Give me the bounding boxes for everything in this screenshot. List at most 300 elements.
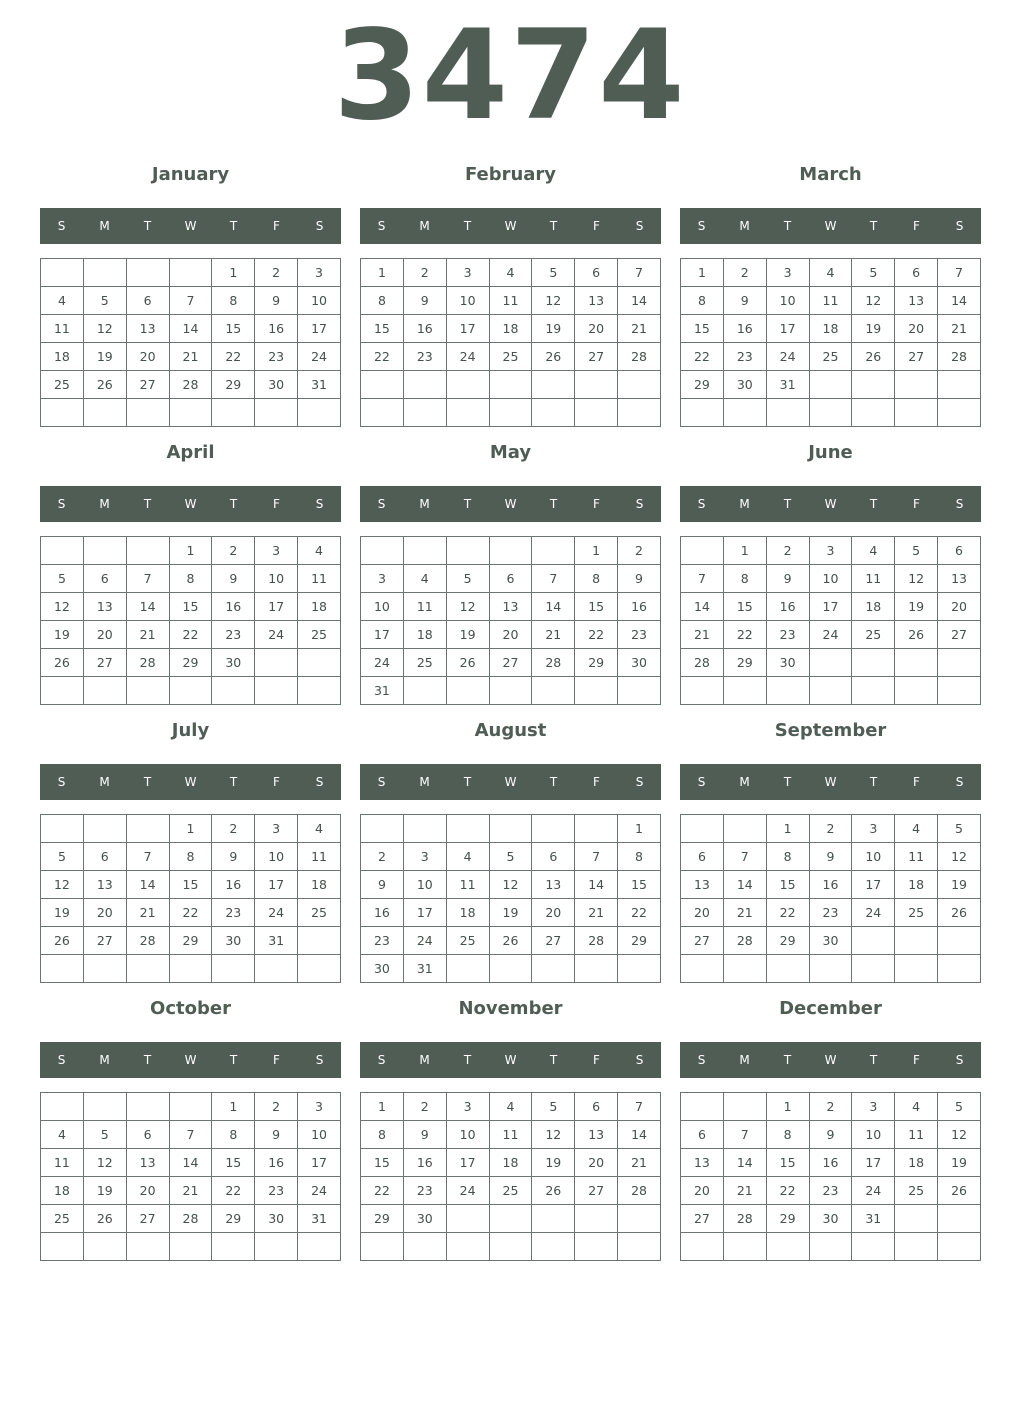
- day-cell: 11: [446, 871, 489, 899]
- empty-cell: [575, 399, 618, 427]
- day-cell: 8: [575, 565, 618, 593]
- weekday-label: S: [635, 497, 644, 511]
- day-cell: 1: [169, 815, 212, 843]
- day-cell: 22: [681, 343, 724, 371]
- day-cell: 27: [895, 343, 938, 371]
- day-cell: 1: [212, 1093, 255, 1121]
- empty-cell: [41, 399, 84, 427]
- day-cell: 17: [446, 315, 489, 343]
- empty-cell: [212, 955, 255, 983]
- day-cell: 30: [766, 649, 809, 677]
- day-cell: 16: [212, 593, 255, 621]
- day-cell: 26: [41, 649, 84, 677]
- day-cell: 5: [489, 843, 532, 871]
- empty-cell: [895, 927, 938, 955]
- day-cell: 24: [361, 649, 404, 677]
- week-row: [361, 1177, 661, 1205]
- empty-cell: [83, 537, 126, 565]
- day-cell: 6: [126, 287, 169, 315]
- weekday-label: W: [504, 1053, 517, 1067]
- week-row: [41, 1093, 341, 1121]
- day-cell: 2: [403, 1093, 446, 1121]
- day-cell: 5: [83, 1121, 126, 1149]
- empty-cell: [618, 1233, 661, 1261]
- day-cell: 3: [255, 537, 298, 565]
- day-cell: 20: [83, 621, 126, 649]
- day-cell: 20: [126, 1177, 169, 1205]
- day-cell: 17: [403, 899, 446, 927]
- empty-cell: [298, 677, 341, 705]
- day-cell: 22: [212, 1177, 255, 1205]
- empty-cell: [255, 955, 298, 983]
- day-grid: [680, 536, 981, 705]
- day-cell: 29: [169, 649, 212, 677]
- day-cell: 6: [575, 259, 618, 287]
- day-cell: 21: [723, 899, 766, 927]
- weekday-label: S: [57, 219, 66, 233]
- day-cell: 19: [532, 1149, 575, 1177]
- weekday-label: S: [57, 1053, 66, 1067]
- day-cell: 25: [852, 621, 895, 649]
- day-cell: 18: [895, 1149, 938, 1177]
- empty-cell: [169, 1093, 212, 1121]
- day-cell: 15: [212, 315, 255, 343]
- empty-cell: [83, 1233, 126, 1261]
- week-row: [361, 1093, 661, 1121]
- day-cell: 20: [681, 1177, 724, 1205]
- day-cell: 5: [532, 259, 575, 287]
- weekday-label: T: [229, 497, 238, 511]
- day-cell: 17: [255, 593, 298, 621]
- weekday-label: W: [824, 775, 837, 789]
- day-cell: 27: [575, 343, 618, 371]
- day-cell: 2: [255, 259, 298, 287]
- day-cell: 30: [255, 1205, 298, 1233]
- day-cell: 14: [681, 593, 724, 621]
- weekday-header: [360, 486, 661, 522]
- empty-cell: [532, 371, 575, 399]
- month-name: January: [151, 164, 230, 185]
- day-cell: 13: [126, 1149, 169, 1177]
- empty-cell: [575, 677, 618, 705]
- day-cell: 23: [361, 927, 404, 955]
- day-cell: 18: [489, 1149, 532, 1177]
- weekday-label: M: [739, 775, 750, 789]
- day-cell: 29: [723, 649, 766, 677]
- day-cell: 30: [809, 927, 852, 955]
- day-cell: 19: [895, 593, 938, 621]
- day-cell: 30: [361, 955, 404, 983]
- day-cell: 1: [766, 1093, 809, 1121]
- empty-cell: [126, 537, 169, 565]
- day-cell: 3: [361, 565, 404, 593]
- month-name: May: [489, 442, 532, 463]
- day-cell: 11: [41, 315, 84, 343]
- day-cell: 23: [212, 621, 255, 649]
- day-cell: 21: [575, 899, 618, 927]
- empty-cell: [361, 399, 404, 427]
- day-cell: 9: [403, 1121, 446, 1149]
- empty-cell: [575, 1205, 618, 1233]
- weekday-header: [680, 764, 981, 800]
- weekday-header: [40, 1042, 341, 1078]
- day-cell: 13: [895, 287, 938, 315]
- day-cell: 9: [255, 287, 298, 315]
- day-cell: 1: [618, 815, 661, 843]
- empty-cell: [723, 815, 766, 843]
- weekday-label: T: [143, 497, 152, 511]
- empty-cell: [895, 399, 938, 427]
- day-cell: 10: [255, 843, 298, 871]
- day-cell: 26: [938, 899, 981, 927]
- day-cell: 15: [361, 315, 404, 343]
- day-cell: 22: [618, 899, 661, 927]
- empty-cell: [809, 955, 852, 983]
- day-cell: 31: [298, 371, 341, 399]
- day-cell: 12: [532, 1121, 575, 1149]
- day-cell: 25: [298, 621, 341, 649]
- day-cell: 4: [489, 259, 532, 287]
- weekday-label: T: [783, 497, 792, 511]
- day-cell: 24: [298, 343, 341, 371]
- empty-cell: [361, 1233, 404, 1261]
- day-cell: 13: [938, 565, 981, 593]
- month-name: September: [774, 720, 887, 741]
- day-cell: 29: [618, 927, 661, 955]
- week-row: [681, 815, 981, 843]
- day-cell: 31: [766, 371, 809, 399]
- day-cell: 20: [895, 315, 938, 343]
- day-cell: 14: [618, 1121, 661, 1149]
- day-cell: 2: [809, 1093, 852, 1121]
- weekday-label: S: [955, 775, 964, 789]
- day-cell: 29: [361, 1205, 404, 1233]
- empty-cell: [403, 399, 446, 427]
- week-row: [41, 1177, 341, 1205]
- day-cell: 2: [403, 259, 446, 287]
- day-cell: 21: [126, 621, 169, 649]
- day-cell: 9: [403, 287, 446, 315]
- weekday-header: [680, 1042, 981, 1078]
- day-cell: 7: [723, 843, 766, 871]
- weekday-label: T: [229, 775, 238, 789]
- empty-cell: [126, 677, 169, 705]
- weekday-label: S: [635, 775, 644, 789]
- day-cell: 21: [681, 621, 724, 649]
- day-cell: 28: [618, 343, 661, 371]
- day-cell: 3: [446, 259, 489, 287]
- empty-cell: [169, 1233, 212, 1261]
- empty-cell: [489, 371, 532, 399]
- day-cell: 16: [403, 1149, 446, 1177]
- day-cell: 11: [895, 1121, 938, 1149]
- day-cell: 1: [723, 537, 766, 565]
- empty-cell: [169, 955, 212, 983]
- weekday-header: [360, 208, 661, 244]
- empty-cell: [298, 399, 341, 427]
- day-cell: 5: [938, 815, 981, 843]
- day-cell: 7: [723, 1121, 766, 1149]
- day-cell: 17: [852, 1149, 895, 1177]
- empty-cell: [852, 399, 895, 427]
- day-cell: 13: [575, 287, 618, 315]
- day-cell: 18: [298, 593, 341, 621]
- day-cell: 14: [126, 871, 169, 899]
- day-cell: 2: [723, 259, 766, 287]
- week-row: [41, 1121, 341, 1149]
- empty-cell: [723, 1093, 766, 1121]
- day-cell: 4: [809, 259, 852, 287]
- weekday-label: T: [463, 219, 472, 233]
- day-cell: 14: [938, 287, 981, 315]
- weekday-label: T: [783, 219, 792, 233]
- day-cell: 29: [169, 927, 212, 955]
- week-row: [361, 259, 661, 287]
- day-cell: 7: [126, 565, 169, 593]
- day-cell: 17: [361, 621, 404, 649]
- weekday-label: T: [143, 219, 152, 233]
- weekday-label: S: [315, 497, 324, 511]
- week-row: [41, 1205, 341, 1233]
- day-cell: 13: [83, 593, 126, 621]
- day-cell: 26: [938, 1177, 981, 1205]
- day-cell: 11: [489, 1121, 532, 1149]
- empty-cell: [489, 955, 532, 983]
- day-cell: 30: [212, 927, 255, 955]
- day-cell: 7: [532, 565, 575, 593]
- day-cell: 26: [41, 927, 84, 955]
- day-cell: 15: [575, 593, 618, 621]
- day-cell: 28: [126, 927, 169, 955]
- day-cell: 22: [361, 1177, 404, 1205]
- empty-cell: [938, 927, 981, 955]
- day-cell: 8: [212, 287, 255, 315]
- weekday-label: W: [184, 219, 197, 233]
- weekday-label: T: [549, 497, 558, 511]
- day-cell: 12: [83, 1149, 126, 1177]
- day-grid: [40, 1092, 341, 1261]
- day-cell: 10: [809, 565, 852, 593]
- month-name: December: [779, 998, 882, 1019]
- day-cell: 7: [681, 565, 724, 593]
- empty-cell: [361, 371, 404, 399]
- empty-cell: [298, 649, 341, 677]
- day-cell: 29: [212, 371, 255, 399]
- week-row: [41, 565, 341, 593]
- weekday-label: F: [593, 497, 600, 511]
- empty-cell: [766, 955, 809, 983]
- day-cell: 3: [298, 259, 341, 287]
- day-cell: 28: [723, 1205, 766, 1233]
- week-row: [361, 815, 661, 843]
- day-cell: 23: [403, 1177, 446, 1205]
- day-cell: 26: [489, 927, 532, 955]
- empty-cell: [361, 537, 404, 565]
- week-row: [41, 621, 341, 649]
- day-cell: 20: [489, 621, 532, 649]
- day-cell: 4: [41, 1121, 84, 1149]
- day-cell: 21: [169, 1177, 212, 1205]
- day-cell: 27: [532, 927, 575, 955]
- day-cell: 13: [575, 1121, 618, 1149]
- day-cell: 24: [298, 1177, 341, 1205]
- empty-cell: [489, 815, 532, 843]
- weekday-label: S: [315, 775, 324, 789]
- weekday-label: F: [913, 497, 920, 511]
- empty-cell: [938, 371, 981, 399]
- day-cell: 15: [361, 1149, 404, 1177]
- empty-cell: [41, 1093, 84, 1121]
- empty-cell: [41, 677, 84, 705]
- day-cell: 30: [723, 371, 766, 399]
- weekday-label: S: [377, 775, 386, 789]
- day-cell: 3: [852, 1093, 895, 1121]
- day-cell: 23: [255, 1177, 298, 1205]
- week-row: [681, 621, 981, 649]
- day-cell: 14: [723, 871, 766, 899]
- empty-cell: [298, 1233, 341, 1261]
- day-cell: 19: [852, 315, 895, 343]
- day-cell: 20: [681, 899, 724, 927]
- day-cell: 22: [169, 621, 212, 649]
- weekday-header: [360, 1042, 661, 1078]
- month-name: October: [150, 998, 231, 1019]
- week-row: [361, 677, 661, 705]
- week-row: [361, 1233, 661, 1261]
- day-cell: 6: [895, 259, 938, 287]
- empty-cell: [83, 815, 126, 843]
- empty-cell: [766, 399, 809, 427]
- day-cell: 18: [41, 343, 84, 371]
- weekday-label: S: [697, 219, 706, 233]
- weekday-label: T: [229, 219, 238, 233]
- day-cell: 23: [809, 899, 852, 927]
- empty-cell: [681, 399, 724, 427]
- empty-cell: [618, 371, 661, 399]
- week-row: [361, 843, 661, 871]
- day-cell: 18: [895, 871, 938, 899]
- day-cell: 15: [169, 871, 212, 899]
- week-row: [361, 343, 661, 371]
- day-cell: 28: [126, 649, 169, 677]
- day-cell: 30: [255, 371, 298, 399]
- day-cell: 10: [766, 287, 809, 315]
- day-cell: 11: [403, 593, 446, 621]
- weekday-label: T: [549, 775, 558, 789]
- day-cell: 12: [532, 287, 575, 315]
- day-cell: 4: [895, 1093, 938, 1121]
- day-cell: 18: [489, 315, 532, 343]
- day-grid: [680, 814, 981, 983]
- day-cell: 17: [809, 593, 852, 621]
- week-row: [41, 815, 341, 843]
- day-cell: 16: [809, 871, 852, 899]
- week-row: [361, 955, 661, 983]
- day-cell: 24: [852, 899, 895, 927]
- day-grid: [360, 536, 661, 705]
- weekday-label: T: [143, 1053, 152, 1067]
- empty-cell: [766, 677, 809, 705]
- empty-cell: [255, 649, 298, 677]
- empty-cell: [852, 955, 895, 983]
- day-cell: 25: [446, 927, 489, 955]
- day-cell: 9: [809, 843, 852, 871]
- empty-cell: [681, 677, 724, 705]
- day-cell: 5: [446, 565, 489, 593]
- day-cell: 25: [403, 649, 446, 677]
- week-row: [361, 1205, 661, 1233]
- empty-cell: [83, 259, 126, 287]
- week-row: [41, 343, 341, 371]
- day-cell: 18: [852, 593, 895, 621]
- day-cell: 28: [532, 649, 575, 677]
- empty-cell: [212, 1233, 255, 1261]
- day-cell: 19: [489, 899, 532, 927]
- day-cell: 24: [766, 343, 809, 371]
- weekday-label: W: [824, 1053, 837, 1067]
- day-cell: 16: [809, 1149, 852, 1177]
- week-row: [681, 537, 981, 565]
- day-cell: 5: [83, 287, 126, 315]
- day-cell: 9: [212, 843, 255, 871]
- empty-cell: [255, 677, 298, 705]
- week-row: [681, 1121, 981, 1149]
- weekday-label: M: [419, 497, 430, 511]
- weekday-label: S: [697, 775, 706, 789]
- day-cell: 26: [446, 649, 489, 677]
- day-cell: 1: [361, 1093, 404, 1121]
- weekday-label: S: [377, 497, 386, 511]
- empty-cell: [446, 399, 489, 427]
- day-cell: 7: [618, 259, 661, 287]
- day-cell: 29: [766, 1205, 809, 1233]
- day-cell: 5: [938, 1093, 981, 1121]
- day-cell: 25: [41, 1205, 84, 1233]
- day-cell: 12: [41, 871, 84, 899]
- week-row: [681, 343, 981, 371]
- empty-cell: [766, 1233, 809, 1261]
- day-grid: [40, 258, 341, 427]
- day-cell: 14: [126, 593, 169, 621]
- day-cell: 1: [575, 537, 618, 565]
- day-cell: 3: [403, 843, 446, 871]
- day-cell: 28: [723, 927, 766, 955]
- day-cell: 4: [41, 287, 84, 315]
- empty-cell: [852, 649, 895, 677]
- day-cell: 18: [403, 621, 446, 649]
- day-cell: 2: [212, 537, 255, 565]
- day-cell: 10: [446, 287, 489, 315]
- day-cell: 6: [575, 1093, 618, 1121]
- day-cell: 30: [212, 649, 255, 677]
- empty-cell: [298, 927, 341, 955]
- day-cell: 14: [169, 315, 212, 343]
- day-cell: 28: [938, 343, 981, 371]
- week-row: [681, 259, 981, 287]
- weekday-header: [40, 486, 341, 522]
- weekday-label: F: [593, 1053, 600, 1067]
- weekday-label: W: [504, 775, 517, 789]
- weekday-label: T: [229, 1053, 238, 1067]
- day-cell: 11: [895, 843, 938, 871]
- day-cell: 19: [83, 1177, 126, 1205]
- empty-cell: [618, 399, 661, 427]
- day-cell: 31: [852, 1205, 895, 1233]
- day-cell: 9: [255, 1121, 298, 1149]
- day-cell: 9: [212, 565, 255, 593]
- empty-cell: [83, 1093, 126, 1121]
- empty-cell: [446, 371, 489, 399]
